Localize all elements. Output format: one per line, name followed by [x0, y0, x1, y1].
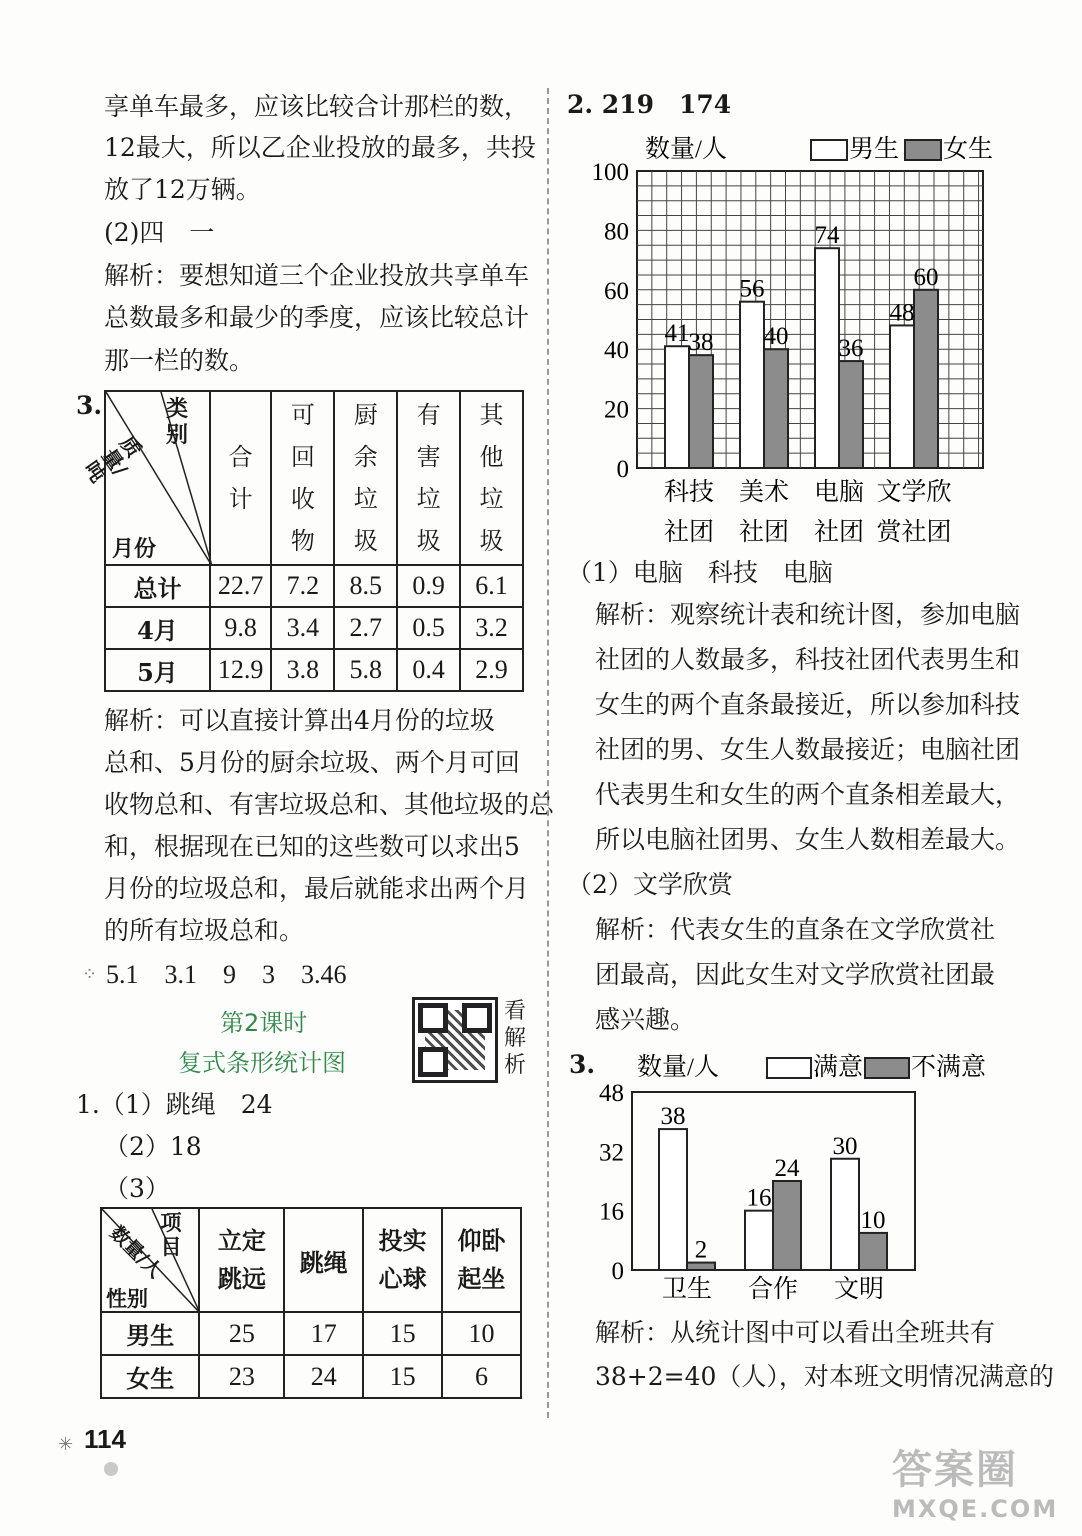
explanation-line: 收物总和、有害垃圾总和、其他垃圾的总: [104, 790, 555, 819]
data-label: 60: [913, 263, 939, 291]
table-row: 女生 23 24 15 6: [101, 1355, 521, 1398]
y-tick-label: 16: [599, 1198, 624, 1226]
col-header: 跳绳: [284, 1208, 363, 1312]
bar: [659, 1129, 687, 1270]
explanation-line: 女生的两个直条最接近，所以参加科技: [595, 690, 1021, 719]
col-header: 仰卧 起坐: [442, 1208, 521, 1312]
category-label: 文明: [833, 1276, 885, 1303]
legend-unsatisfied: 不满意: [911, 1054, 987, 1081]
category-label: 美术: [738, 479, 790, 506]
explanation-line: 所以电脑社团男、女生人数相差最大。: [595, 825, 1021, 854]
text-line: 享单车最多，应该比较合计那栏的数，: [104, 92, 530, 121]
col-header: 立定 跳远: [199, 1208, 284, 1312]
club-bar-chart: [585, 128, 1025, 548]
bar: [859, 1233, 887, 1270]
data-label: 2: [694, 1236, 708, 1264]
explanation-line: 感兴趣。: [595, 1005, 696, 1034]
explanation-line: 解析：可以直接计算出4月份的垃圾: [104, 706, 495, 735]
data-label: 56: [739, 275, 765, 303]
category-label: 卫生: [661, 1276, 713, 1303]
answer-2: (2)四 一: [104, 218, 215, 247]
right-column: [555, 0, 1082, 1536]
table-row: 男生 25 17 15 10: [101, 1312, 521, 1355]
data-label: 30: [832, 1132, 858, 1160]
col-header: 可 回 收 物: [271, 391, 334, 565]
page-number: 114: [84, 1424, 126, 1454]
explanation-line: 月份的垃圾总和，最后就能求出两个月: [104, 874, 530, 903]
category-label: 赏社团: [876, 519, 952, 546]
explanation-line: 的所有垃圾总和。: [104, 916, 305, 945]
table-row: 总计 22.7 7.2 8.5 0.9 6.1: [105, 565, 523, 607]
explanation-line: 总和、5月份的厨余垃圾、两个月可回: [104, 748, 520, 777]
bar: [764, 349, 788, 468]
satisfaction-bar-chart: [585, 1044, 1025, 1306]
table-row: 5月 12.9 3.8 5.8 0.4 2.9: [105, 649, 523, 691]
q2-heading: 2. 219 174: [567, 90, 732, 119]
legend-swatch-satisfied: [767, 1058, 811, 1078]
y-tick-label: 20: [604, 396, 629, 424]
legend-swatch-boys: [811, 140, 847, 160]
data-label: 10: [860, 1206, 886, 1234]
bar: [773, 1181, 801, 1270]
col-header: 其 他 垃 圾: [460, 391, 523, 565]
q2-answer-1: （1）电脑 科技 电脑: [567, 558, 833, 587]
col-header: 有 害 垃 圾: [397, 391, 460, 565]
table-row: 4月 9.8 3.4 2.7 0.5 3.2: [105, 607, 523, 649]
star-icon: ⁘: [82, 964, 98, 985]
bar: [914, 290, 938, 468]
data-label: 38: [688, 329, 714, 357]
legend-swatch-girls: [905, 140, 941, 160]
lesson-title: 第2课时: [220, 1009, 308, 1037]
category-label: 合作: [747, 1276, 799, 1303]
explanation-line: 那一栏的数。: [104, 346, 255, 375]
category-label: 电脑: [813, 479, 865, 506]
waste-table: [79, 390, 524, 692]
y-axis-label: 数量/人: [645, 136, 727, 163]
category-label: 社团: [738, 519, 790, 546]
text-line: 12最大，所以乙企业投放的最多，共投: [104, 133, 536, 162]
bar: [815, 248, 839, 468]
question-number: 3.: [569, 1050, 596, 1079]
col-header: 合 计: [210, 391, 271, 565]
q1-answer: （2）18: [104, 1132, 202, 1161]
category-label: 科技: [663, 479, 715, 506]
y-tick-label: 0: [611, 1258, 624, 1285]
diag-bottom-label: 性别: [106, 1286, 148, 1311]
y-tick-label: 100: [591, 159, 629, 186]
page-dot: [104, 1462, 118, 1476]
explanation-line: 解析：观察统计表和统计图，参加电脑: [595, 600, 1021, 629]
watermark: 答案圈 MXQE.COM: [892, 1447, 1059, 1523]
bar: [831, 1159, 859, 1270]
diag-mid-label: 质量/吨: [79, 431, 147, 487]
bar: [687, 1263, 715, 1270]
explanation-line: 解析：要想知道三个企业投放共享单车: [104, 261, 530, 290]
data-label: 24: [774, 1155, 800, 1182]
q1-answer: （3）: [104, 1174, 170, 1203]
category-label: 文学欣: [876, 479, 952, 506]
bar: [839, 361, 863, 468]
text-line: 放了12万辆。: [104, 175, 261, 204]
q1-answer: 1.（1）跳绳 24: [76, 1090, 273, 1119]
y-axis-label: 数量/人: [637, 1054, 719, 1081]
data-label: 40: [763, 323, 789, 351]
y-tick-label: 40: [604, 337, 629, 365]
diag-top-label: 项目: [160, 1210, 182, 1259]
explanation-line: 解析：代表女生的直条在文学欣赏社: [595, 915, 996, 944]
y-tick-label: 60: [604, 277, 629, 305]
y-tick-label: 80: [604, 218, 629, 246]
y-tick-label: 32: [599, 1139, 624, 1167]
explanation-line: 团最高，因此女生对文学欣赏社团最: [595, 960, 996, 989]
explanation-line: 社团的男、女生人数最接近；电脑社团: [595, 735, 1021, 764]
y-tick-label: 0: [616, 456, 629, 483]
q2-answer-2: （2）文学欣赏: [567, 870, 733, 899]
qr-code[interactable]: [412, 997, 498, 1083]
answer-row: 5.1 3.1 9 3 3.46: [106, 960, 347, 989]
diagonal-header-cell: [79, 391, 210, 565]
lesson-subtitle: 复式条形统计图: [178, 1049, 346, 1077]
qr-caption: 看 解 析: [504, 999, 527, 1078]
diag-mid-label: 数量/人: [105, 1221, 167, 1283]
column-divider: [547, 88, 549, 1418]
data-label: 38: [660, 1103, 686, 1131]
explanation-line: 社团的人数最多，科技社团代表男生和: [595, 645, 1021, 674]
data-label: 41: [664, 320, 690, 348]
legend-satisfied: 满意: [813, 1054, 864, 1081]
diagonal-header-cell: [101, 1208, 199, 1312]
bar: [745, 1211, 773, 1270]
category-label: 社团: [663, 519, 715, 546]
explanation-line: 38+2=40（人），对本班文明情况满意的: [595, 1362, 1054, 1391]
question-number: 3.: [76, 391, 103, 420]
y-tick-label: 48: [599, 1080, 624, 1107]
bar: [890, 325, 914, 468]
data-label: 16: [746, 1184, 772, 1212]
explanation-line: 总数最多和最少的季度，应该比较总计: [104, 303, 530, 332]
explanation-line: 和，根据现在已知的这些数可以求出5: [104, 832, 520, 861]
star-icon: ✳: [58, 1434, 74, 1455]
explanation-line: 解析：从统计图中可以看出全班共有: [595, 1318, 996, 1347]
category-label: 社团: [813, 519, 865, 546]
sports-table: [100, 1207, 522, 1399]
data-label: 74: [814, 222, 840, 250]
bar: [665, 346, 689, 468]
diag-top-label: 类别: [166, 396, 189, 448]
explanation-line: 代表男生和女生的两个直条相差最大，: [595, 780, 1021, 809]
legend-boys: 男生: [849, 136, 900, 163]
col-header: 投实 心球: [363, 1208, 442, 1312]
bar: [740, 302, 764, 468]
col-header: 厨 余 垃 圾: [334, 391, 397, 565]
bar: [689, 355, 713, 468]
data-label: 36: [838, 335, 864, 363]
legend-girls: 女生: [943, 136, 994, 163]
data-label: 48: [889, 299, 915, 327]
diag-bottom-label: 月份: [112, 536, 157, 562]
legend-swatch-unsatisfied: [865, 1058, 909, 1078]
